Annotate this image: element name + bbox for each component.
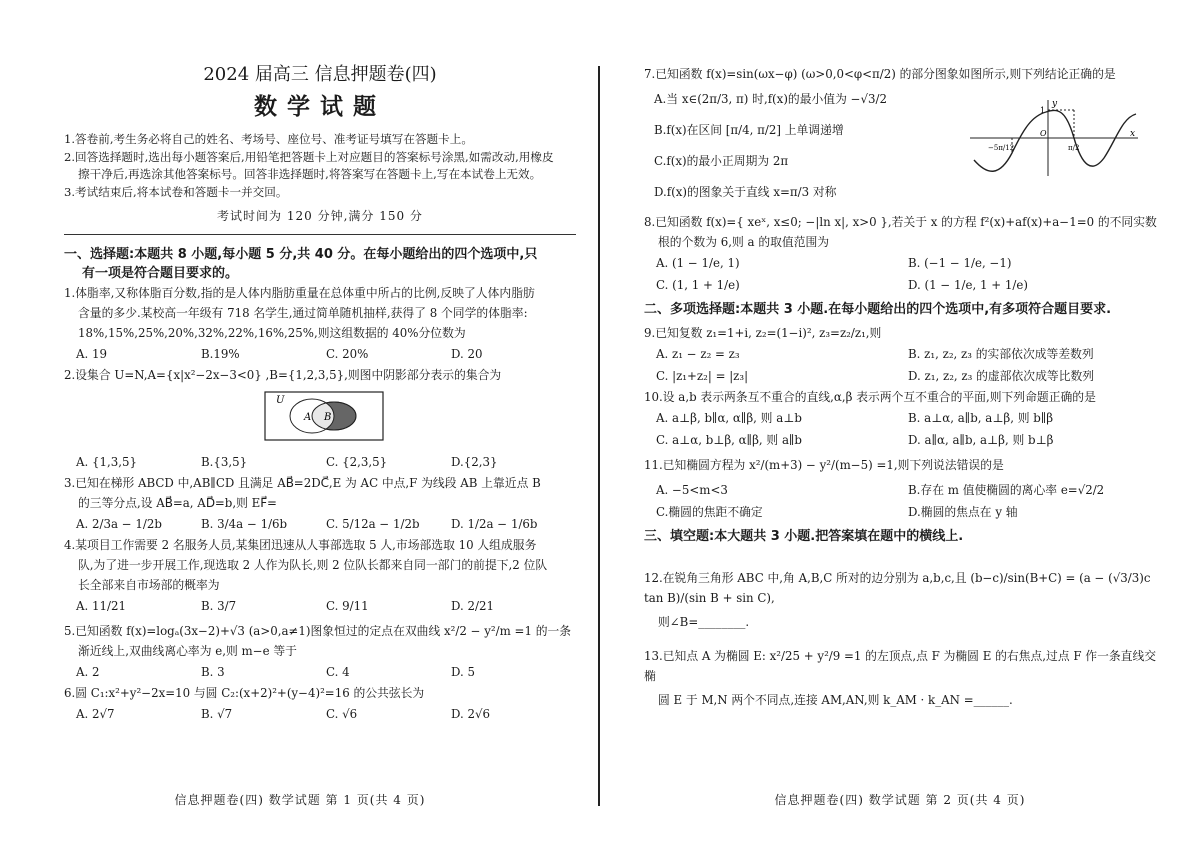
q11-option-a: A. −5<m<3 <box>656 483 728 497</box>
footer-page-2: 信息押题卷(四) 数学试题 第 2 页(共 4 页) <box>774 793 1026 807</box>
exam-title: 2024 届高三 信息押题卷(四) <box>203 64 437 85</box>
instruction-3: 3.考试结束后,将本试卷和答题卡一并交回。 <box>64 184 288 199</box>
q7-line1: 7.已知函数 f(x)=sin(ωx−φ) (ω>0,0<φ<π/2) 的部分图象如图所示,则下列结论正确的是 <box>644 67 1116 81</box>
q11-option-d: D.椭圆的焦点在 y 轴 <box>908 505 1018 519</box>
graph-x-label: x <box>1130 129 1136 139</box>
q3-line1: 3.已知在梯形 ABCD 中,AB∥CD 且满足 AB⃗=2DC⃗,E 为 AC 中点,F 为线段 AB 上靠近点 B <box>64 476 541 490</box>
q4-line3: 长全部来自市场部的概率为 <box>78 578 220 592</box>
q1-line2: 含量的多少.某校高一年级有 718 名学生,通过简单随机抽样,获得了 8 个同学的体脂率: <box>78 306 528 320</box>
q4-line1: 4.某项目工作需要 2 名服务人员,某集团迅速从人事部选取 5 人,市场部选取 10 人组成服务 <box>64 538 537 552</box>
q5-option-a: A. 2 <box>76 665 100 679</box>
divider-line <box>64 234 576 235</box>
q8-option-a: A. (1 − 1/e, 1) <box>656 256 740 270</box>
q1-option-d: D. 20 <box>451 347 483 361</box>
q5-option-b: B. 3 <box>201 665 225 679</box>
q11-options-row1 <box>644 479 1160 501</box>
q6-line1: 6.圆 C₁:x²+y²−2x=10 与圆 C₂:(x+2)²+(y−4)²=16 的公共弦长为 <box>64 686 425 700</box>
q2-option-c: C. {2,3,5} <box>326 455 388 469</box>
q6-options <box>64 703 576 725</box>
q9-options-row1 <box>644 343 1160 365</box>
q3-options <box>64 513 576 535</box>
q13-line2: 圆 E 于 M,N 两个不同点,连接 AM,AN,则 k_AM · k_AN =______. <box>658 693 1013 707</box>
q9-options-row2 <box>644 365 1160 387</box>
q1-line1: 1.体脂率,又称体脂百分数,指的是人体内脂肪重量在总体重中所占的比例,反映了人体内脂肪 <box>64 286 535 300</box>
q1-option-b: B.19% <box>201 347 240 361</box>
q5-option-c: C. 4 <box>326 665 350 679</box>
q9-option-a: A. z₁ − z₂ = z₃ <box>656 347 740 361</box>
q6-option-c: C. √6 <box>326 707 358 721</box>
q10-option-c: C. a⊥α, b⊥β, α∥β, 则 a∥b <box>656 433 802 447</box>
q4-option-a: A. 11/21 <box>76 599 127 613</box>
q3-option-c: C. 5/12a − 1/2b <box>326 517 420 531</box>
instruction-1: 1.答卷前,考生务必将自己的姓名、考场号、座位号、准考证号填写在答题卡上。 <box>64 132 473 146</box>
q5-option-d: D. 5 <box>451 665 476 679</box>
q11-line1: 11.已知椭圆方程为 x²/(m+3) − y²/(m−5) =1,则下列说法错误的是 <box>644 458 1004 472</box>
q2-option-a: A. {1,3,5} <box>76 455 138 469</box>
q5-line1: 5.已知函数 f(x)=logₐ(3x−2)+√3 (a>0,a≠1)图象恒过的定点在双曲线 x²/2 − y²/m =1 的一条 <box>64 624 572 638</box>
instruction-2b: 擦干净后,再选涂其他答案标号。回答非选择题时,将答案写在答题卡上,写在本试卷上无效。 <box>78 167 542 181</box>
graph-y-label: y <box>1052 99 1058 109</box>
q6-option-a: A. 2√7 <box>76 707 115 721</box>
q8-options-row1 <box>644 252 1160 274</box>
venn-label-u: U <box>276 395 285 406</box>
venn-diagram <box>264 391 384 441</box>
q8-option-b: B. (−1 − 1/e, −1) <box>908 256 1012 270</box>
graph-left-tick: −5π/12 <box>988 144 1015 152</box>
q8-option-c: C. (1, 1 + 1/e) <box>656 278 740 292</box>
venn-label-a: A <box>304 412 312 423</box>
q3-option-b: B. 3/4a − 1/6b <box>201 517 288 531</box>
exam-time: 考试时间为 120 分钟,满分 150 分 <box>217 209 423 223</box>
q9-option-c: C. |z₁+z₂| = |z₃| <box>656 369 749 383</box>
q8-line2: 根的个数为 6,则 a 的取值范围为 <box>658 235 830 249</box>
graph-right-tick: π/2 <box>1068 144 1080 152</box>
q12-line1: 12.在锐角三角形 ABC 中,角 A,B,C 所对的边分别为 a,b,c,且 (b−c)/sin(B+C) = (a − (√3/3)c tan B)/(sin B + sin C), <box>644 571 1151 605</box>
section-1-heading-cont: 有一项是符合题目要求的。 <box>82 266 239 281</box>
q7-option-c: C.f(x)的最小正周期为 2π <box>654 154 789 168</box>
q11-options-row2 <box>644 501 1160 523</box>
q4-options <box>64 595 576 617</box>
q4-option-b: B. 3/7 <box>201 599 237 613</box>
section-2-heading: 二、多项选择题:本题共 3 小题.在每小题给出的四个选项中,有多项符合题目要求. <box>644 302 1112 317</box>
graph-origin-label: O <box>1040 129 1047 138</box>
q7-option-d: D.f(x)的图象关于直线 x=π/3 对称 <box>654 185 837 199</box>
q3-line2: 的三等分点,设 AB⃗=a, AD⃗=b,则 EF⃗= <box>78 496 277 510</box>
section-1-heading: 一、选择题:本题共 8 小题,每小题 5 分,共 40 分。在每小题给出的四个选项中,只 <box>64 247 538 262</box>
q9-line1: 9.已知复数 z₁=1+i, z₂=(1−i)², z₃=z₂/z₁,则 <box>644 326 882 340</box>
q8-line1: 8.已知函数 f(x)={ xeˣ, x≤0; −|ln x|, x>0 },若关于 x 的方程 f²(x)+af(x)+a−1=0 的不同实数 <box>644 215 1157 229</box>
q2-line1: 2.设集合 U=N,A={x|x²−2x−3<0} ,B={1,2,3,5},则图中阴影部分表示的集合为 <box>64 368 502 382</box>
q13-line1: 13.已知点 A 为椭圆 E: x²/25 + y²/9 =1 的左顶点,点 F 为椭圆 E 的右焦点,过点 F 作一条直线交椭 <box>644 649 1157 683</box>
q10-options-row2 <box>644 429 1160 451</box>
q11-option-b: B.存在 m 值使椭圆的离心率 e=√2/2 <box>908 483 1105 497</box>
q5-options <box>64 661 576 683</box>
q9-option-b: B. z₁, z₂, z₃ 的实部依次成等差数列 <box>908 347 1094 361</box>
q2-option-d: D.{2,3} <box>451 455 498 469</box>
q4-option-c: C. 9/11 <box>326 599 369 613</box>
q11-option-c: C.椭圆的焦距不确定 <box>656 505 763 519</box>
q3-option-a: A. 2/3a − 1/2b <box>76 517 162 531</box>
sine-graph <box>970 98 1140 178</box>
q2-options <box>64 451 576 473</box>
section-3-heading: 三、填空题:本大题共 3 小题.把答案填在题中的横线上. <box>644 529 964 544</box>
q1-option-c: C. 20% <box>326 347 369 361</box>
instruction-2a: 2.回答选择题时,选出每小题答案后,用铅笔把答题卡上对应题目的答案标号涂黑,如需改动,用橡皮 <box>64 149 554 164</box>
page-2 <box>600 0 1200 848</box>
q2-option-b: B.{3,5} <box>201 455 248 469</box>
q6-option-b: B. √7 <box>201 707 233 721</box>
q8-option-d: D. (1 − 1/e, 1 + 1/e) <box>908 278 1028 292</box>
q3-option-d: D. 1/2a − 1/6b <box>451 517 538 531</box>
footer-page-1: 信息押题卷(四) 数学试题 第 1 页(共 4 页) <box>174 793 426 807</box>
q5-line2: 渐近线上,双曲线离心率为 e,则 m−e 等于 <box>78 644 297 658</box>
q1-line3: 18%,15%,25%,20%,32%,22%,16%,25%,则这组数据的 40%分位数为 <box>78 326 466 340</box>
q9-option-d: D. z₁, z₂, z₃ 的虚部依次成等比数列 <box>908 369 1095 383</box>
graph-one-label: 1 <box>1040 106 1046 115</box>
q10-line1: 10.设 a,b 表示两条互不重合的直线,α,β 表示两个互不重合的平面,则下列命题正确的是 <box>644 390 1096 404</box>
q10-option-a: A. a⊥β, b∥α, α∥β, 则 a⊥b <box>656 411 802 425</box>
q10-option-b: B. a⊥α, a∥b, a⊥β, 则 b∥β <box>908 411 1054 425</box>
q12-line2: 则∠B=________. <box>658 615 750 629</box>
q1-option-a: A. 19 <box>76 347 108 361</box>
q6-option-d: D. 2√6 <box>451 707 491 721</box>
q1-options <box>64 343 576 365</box>
q7-option-a: A.当 x∈(2π/3, π) 时,f(x)的最小值为 −√3/2 <box>654 92 888 106</box>
q4-line2: 队,为了进一步开展工作,现选取 2 人作为队长,则 2 位队长都来自同一部门的前提下,2 位队 <box>78 558 548 572</box>
venn-label-b: B <box>324 412 332 423</box>
q8-options-row2 <box>644 274 1160 296</box>
q10-option-d: D. a∥α, a∥b, a⊥β, 则 b⊥β <box>908 433 1054 447</box>
q10-options-row1 <box>644 407 1160 429</box>
q4-option-d: D. 2/21 <box>451 599 495 613</box>
exam-subtitle: 数学试题 <box>254 93 386 120</box>
q7-option-b: B.f(x)在区间 [π/4, π/2] 上单调递增 <box>654 123 844 137</box>
